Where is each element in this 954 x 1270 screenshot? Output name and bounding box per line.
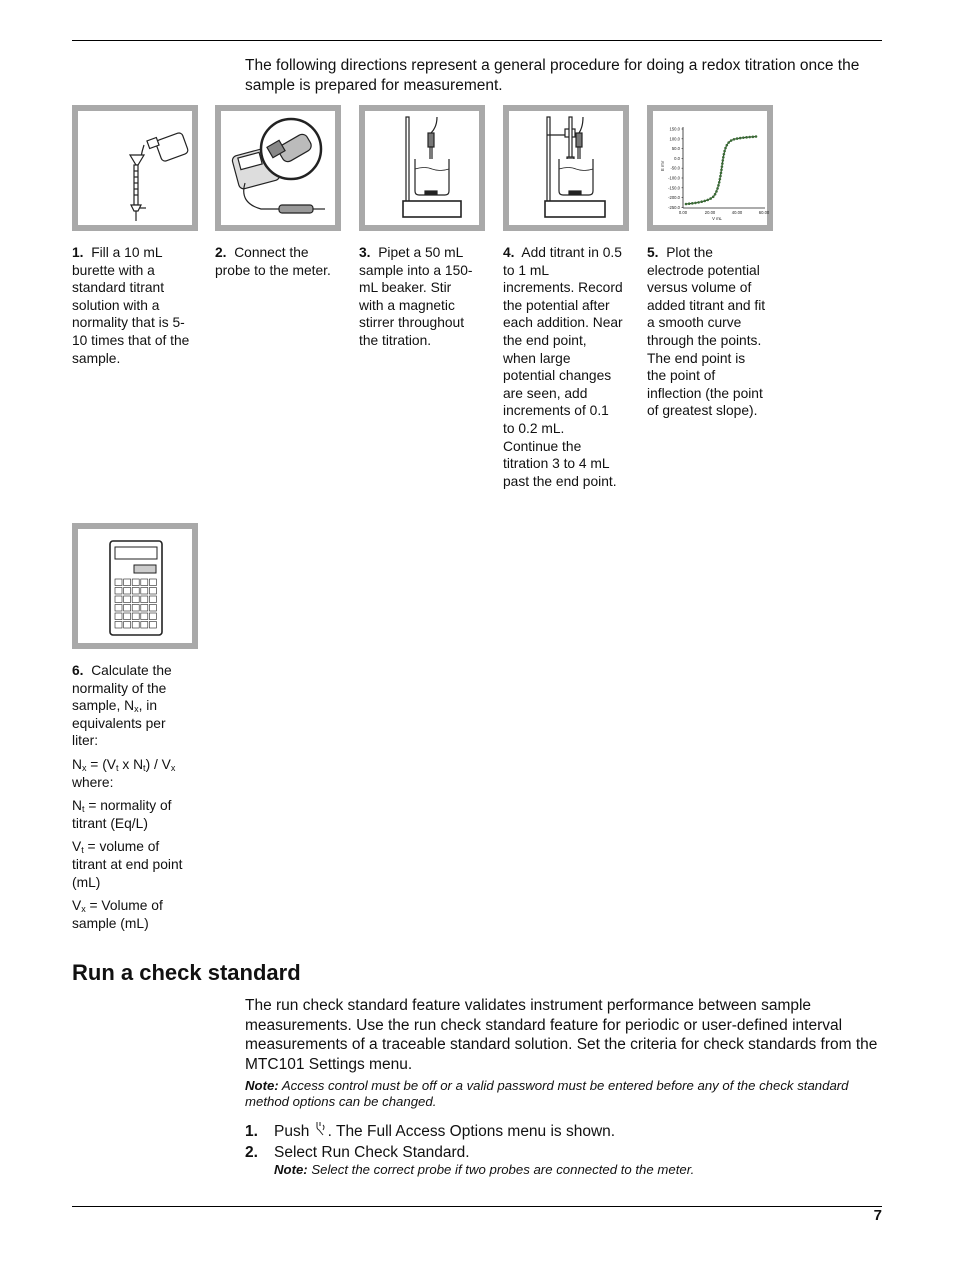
step-text: Plot the electrode potential versus volume of added titrant and fit a smooth curve through the points. The end point is the point of inflection (the point of greatest slope).	[647, 245, 766, 419]
curve-data-point	[755, 135, 758, 138]
step-number: 4.	[503, 245, 515, 260]
step-number: 2.	[215, 245, 227, 260]
step-text: Pipet a 50 mL sample into a 150-mL beaker. Stir with a magnetic stirrer throughout the titration.	[359, 245, 473, 348]
step-5	[647, 244, 767, 420]
calculator-key	[141, 588, 148, 595]
definition-vt: $V_t$ = volume of titrant at end point (mL)	[72, 839, 183, 890]
item-2-note: Note: Select the correct probe if two probes are connected to the meter.	[274, 1162, 695, 1177]
calculator-key	[149, 605, 156, 612]
calculator-key	[124, 605, 131, 612]
figure-burette	[72, 105, 198, 231]
curve-data-point	[700, 200, 703, 203]
step-3	[359, 244, 479, 350]
curve-data-point	[721, 165, 724, 168]
section-note: Note: Access control must be off or a valid password must be entered before any of the check standard method options can be changed.	[245, 1078, 849, 1109]
wrench-key-icon	[314, 1121, 328, 1141]
calculator-key	[141, 605, 148, 612]
calculator-key	[141, 579, 148, 586]
curve-data-point	[733, 138, 736, 141]
section-body: The run check standard feature validates instrument performance between sample measurements. Use the run check standard feature for periodic or user-defined interval measurements of a traceable standard solution. Set the criteria for check standards from the MTC101 Settings menu.	[245, 997, 878, 1073]
calculator-key	[132, 596, 139, 603]
calculator-illustration	[78, 529, 192, 643]
step-text: Connect the probe to the meter.	[215, 245, 331, 278]
intro-paragraph: The following directions represent a general procedure for doing a redox titration once the sample is prepared for measurement.	[245, 57, 860, 94]
x-tick-label: 60.00	[758, 210, 770, 215]
calculator-key	[132, 605, 139, 612]
figure-titration-setup	[503, 105, 629, 231]
y-tick-label: -100.0	[668, 175, 680, 181]
curve-data-point	[748, 136, 751, 139]
curve-data-point	[726, 144, 729, 147]
plot-xlabel: V mL	[712, 216, 722, 221]
beaker-stirrer-illustration	[365, 111, 479, 225]
curve-data-point	[709, 197, 712, 200]
plot-ylabel: E mV	[660, 160, 665, 171]
figure-meter-probe	[215, 105, 341, 231]
curve-data-point	[697, 201, 700, 204]
curve-data-point	[742, 136, 745, 139]
step-6	[72, 662, 192, 938]
curve-data-point	[712, 195, 715, 198]
calculator-key	[132, 588, 139, 595]
curve-data-point	[718, 181, 721, 184]
curve-data-point	[706, 199, 709, 202]
curve-data-point	[717, 184, 720, 187]
curve-data-point	[703, 200, 706, 203]
y-tick-label: -200.0	[668, 195, 680, 201]
y-tick-label: 100.0	[669, 136, 680, 142]
calculator-key	[115, 588, 122, 595]
normality-formula: $N_x = (V_t$ x $N_t) / V_x$ where:	[72, 756, 176, 790]
x-tick-label: 40.00	[731, 210, 743, 215]
x-tick-label: 20.00	[704, 210, 716, 215]
calculator-key	[124, 579, 131, 586]
calculator-key	[132, 613, 139, 620]
y-tick-label: -250.0	[668, 204, 680, 210]
step-number: 1.	[72, 245, 84, 260]
curve-data-point	[685, 203, 688, 206]
calculator-key	[149, 613, 156, 620]
meter-probe-illustration	[221, 111, 335, 225]
calculator-key	[141, 596, 148, 603]
curve-data-point	[736, 137, 739, 140]
curve-data-point	[720, 172, 723, 175]
step-4	[503, 244, 623, 490]
curve-data-point	[724, 147, 727, 150]
step-number: 6.	[72, 663, 84, 678]
y-tick-label: 150.0	[669, 126, 680, 132]
curve-data-point	[720, 168, 723, 171]
page-number: 7	[873, 1207, 882, 1224]
definition-vx: $V_x$ = Volume of sample (mL)	[72, 898, 163, 931]
titration-setup-illustration	[509, 111, 623, 225]
calculator-key	[141, 613, 148, 620]
calculator-key	[115, 622, 122, 629]
curve-data-point	[723, 153, 726, 156]
curve-data-point	[745, 136, 748, 139]
curve-data-point	[723, 150, 726, 153]
calculator-key	[124, 588, 131, 595]
step-number: 3.	[359, 245, 371, 260]
step-text: Add titrant in 0.5 to 1 mL increments. Record the potential after each addition. Near the end point, when large potential changes are seen, add increments of 0.1 to 0.2 mL. Continue the titration 3 to 4 mL past the end point.	[503, 245, 623, 489]
step-1	[72, 244, 192, 367]
calculator-key	[124, 622, 131, 629]
y-tick-label: -50.0	[670, 165, 680, 171]
curve-data-point	[694, 202, 697, 205]
curve-data-point	[719, 178, 722, 181]
figure-titration-curve	[647, 105, 773, 231]
calculator-key	[132, 622, 139, 629]
curve-data-point	[722, 159, 725, 162]
step-number: 5.	[647, 245, 659, 260]
calculator-key	[115, 605, 122, 612]
calculator-key	[149, 596, 156, 603]
calculator-key	[149, 579, 156, 586]
y-tick-label: 50.0	[671, 146, 680, 152]
curve-data-point	[727, 141, 730, 144]
curve-data-point	[739, 137, 742, 140]
calculator-key	[124, 596, 131, 603]
curve-data-point	[752, 136, 755, 139]
y-tick-label: -150.0	[668, 185, 680, 191]
figure-beaker-stirrer	[359, 105, 485, 231]
titration-curve-plot	[653, 111, 770, 225]
figure-calculator	[72, 523, 198, 649]
calculator-key	[149, 588, 156, 595]
curve-data-point	[716, 187, 719, 190]
curve-data-point	[719, 175, 722, 178]
calculator-key	[149, 622, 156, 629]
x-tick-label: 0.00	[678, 210, 688, 215]
curve-data-point	[722, 156, 725, 159]
curve-data-point	[721, 162, 724, 165]
calculator-key	[132, 579, 139, 586]
calculator-key	[124, 613, 131, 620]
calculator-key	[115, 613, 122, 620]
burette-illustration	[78, 111, 192, 225]
bottom-rule	[72, 1206, 882, 1207]
section-heading: Run a check standard	[72, 960, 301, 985]
curve-data-point	[715, 190, 718, 193]
instruction-item-2: 2. Select Run Check Standard.	[245, 1144, 470, 1161]
step-2	[215, 244, 335, 279]
curve-data-point	[714, 193, 717, 196]
curve-data-point	[688, 202, 691, 205]
instruction-item-1: 1. Push . The Full Access Options menu is shown.	[245, 1123, 616, 1140]
calculator-key	[141, 622, 148, 629]
curve-data-point	[691, 202, 694, 205]
definition-nt: $N_t$ = normality of titrant (Eq/L)	[72, 798, 172, 831]
step-text: Fill a 10 mL burette with a standard titrant solution with a normality that is 5-10 times that of the sample.	[72, 245, 190, 366]
step-6-instruction: 6. Calculate the normality of the sample, $N_x$, in equivalents per liter:	[72, 663, 172, 749]
calculator-key	[115, 579, 122, 586]
curve-data-point	[730, 139, 733, 142]
calculator-key	[115, 596, 122, 603]
y-tick-label: 0.0	[674, 155, 680, 161]
top-rule	[72, 40, 882, 41]
